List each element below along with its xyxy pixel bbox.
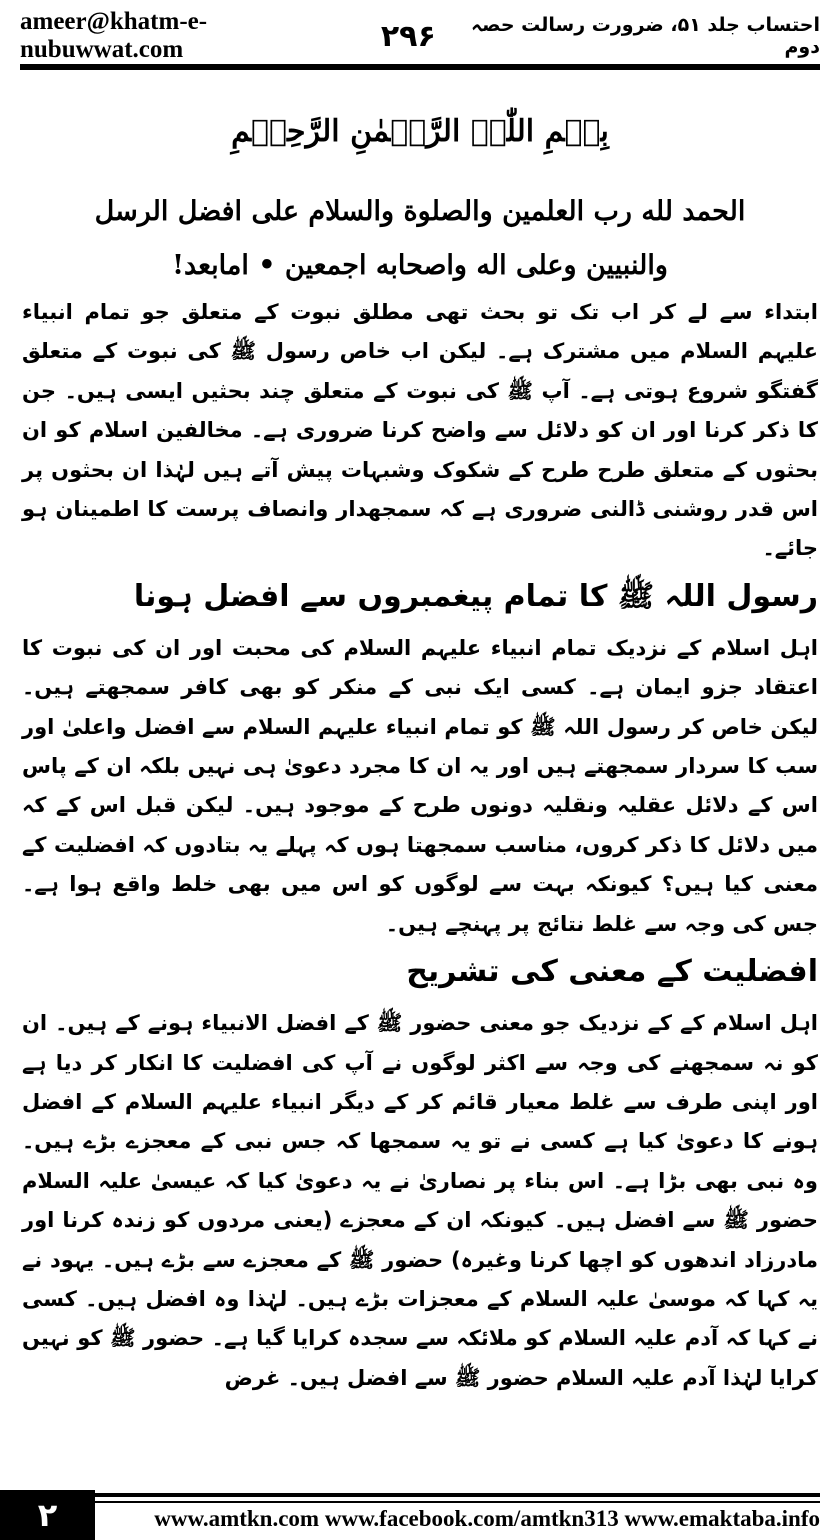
- bismillah: بِسۡمِ اللّٰہِ الرَّحۡمٰنِ الرَّحِیۡمِ: [231, 114, 609, 149]
- header-book-title: احتساب جلد ۵۱، ضرورت رسالت حصہ دوم: [470, 14, 820, 58]
- footer-page-number: ۲: [0, 1490, 95, 1540]
- header-page-number: ۲۹۶: [380, 18, 436, 54]
- intro-paragraph: ابتداء سے لے کر اب تک تو بحث تھی مطلق نبوت کے متعلق جو تمام انبیاء علیہم السلام میں مشترک ہے۔ لیکن اب خاص رسول ﷺ کی نبوت کے متعلق گفتگو شروع ہوتی ہے۔ آپ ﷺ کی نبوت کے متعلق چند بحثیں ایسی ہیں۔ جن کا ذکر کرنا اور ان کو دلائل سے واضح کرنا ضروری ہے۔ مخالفین اسلام کو ان بحثوں کے متعلق طرح طرح کے شکوک وشبہات پیش آتے ہیں لہٰذا ان بحثوں پر اس قدر روشنی ڈالنی ضروری ہے کہ سمجھدار وانصاف پرست کا اطمینان ہو جائے۔: [22, 300, 818, 561]
- arabic-line-1: الحمد لله رب العلمين والصلوة والسلام على افضل الرسل: [94, 196, 746, 227]
- footer-links[interactable]: www.amtkn.com www.facebook.com/amtkn313 www.emaktaba.info: [154, 1506, 820, 1531]
- page-content: [22, 100, 818, 1398]
- header-divider: [20, 64, 820, 70]
- footer-divider-thick: [95, 1493, 820, 1497]
- section-heading-superiority: رسول اللہ ﷺ کا تمام پیغمبروں سے افضل ہونا: [133, 578, 818, 614]
- header-email[interactable]: ameer@khatm-e-nubuwwat.com: [20, 8, 208, 63]
- page-header: [20, 8, 820, 63]
- section2-paragraph: اہل اسلام کے کے نزدیک جو معنی حضور ﷺ کے افضل الانبیاء ہونے کے ہیں۔ ان کو نہ سمجھنے کی وجہ سے اکثر لوگوں نے آپ کی افضلیت کا انکار کر دیا ہے اور اپنی طرف سے غلط معیار قائم کر کے دیگر انبیاء علیہم السلام کے افضل ہونے کا دعویٰ کیا ہے کسی نے تو یہ سمجھا کہ جس نبی کے معجزے بڑے ہیں۔ وہ نبی بھی بڑا ہے۔ اس بناء پر نصاریٰ نے یہ دعویٰ کیا کہ عیسیٰ علیہ السلام حضور ﷺ سے افضل ہیں۔ کیونکہ ان کے معجزے (یعنی مردوں کو زندہ کرنا اور مادرزاد اندھوں کو اچھا کرنا وغیرہ) حضور ﷺ کے معجزے سے بڑے ہیں۔ یہود نے یہ کہا کہ موسیٰ علیہ السلام کے معجزات بڑے ہیں۔ لہٰذا وہ افضل ہیں۔ کسی نے کہا کہ آدم علیہ السلام کو ملائکہ سے سجدہ کرایا گیا ہے۔ حضور ﷺ کو نہیں کرایا لہٰذا آدم علیہ السلام حضور ﷺ سے افضل ہیں۔ غرض: [22, 1011, 818, 1390]
- section1-paragraph: اہل اسلام کے نزدیک تمام انبیاء علیہم السلام کی محبت اور ان کی نبوت کا اعتقاد جزو ایمان ہے۔ کسی ایک نبی کے منکر کو بھی کافر سمجھتے ہیں۔ لیکن خاص کر رسول اللہ ﷺ کو تمام انبیاء علیہم السلام سے افضل واعلیٰ اور سب کا سردار سمجھتے ہیں اور یہ ان کا مجرد دعویٰ ہی نہیں بلکہ ان کے پاس اس کے دلائل عقلیہ ونقلیہ دونوں طرح کے موجود ہیں۔ لیکن قبل اس کے کہ میں دلائل کا ذکر کروں، مناسب سمجھتا ہوں کہ پہلے یہ بتادوں کہ افضلیت کے معنی کیا ہیں؟ کیونکہ بہت سے لوگوں کو اس میں بھی خلط واقع ہوا ہے۔ جس کی وجہ سے غلط نتائج پر پہنچے ہیں۔: [22, 635, 818, 936]
- header-left: [20, 8, 436, 64]
- footer-divider-thin: [95, 1501, 820, 1503]
- arabic-line-2: والنبيين وعلى اله واصحابه اجمعين • امابعد!: [172, 250, 668, 281]
- section-heading-meaning: افضلیت کے معنی کی تشریح: [406, 954, 818, 990]
